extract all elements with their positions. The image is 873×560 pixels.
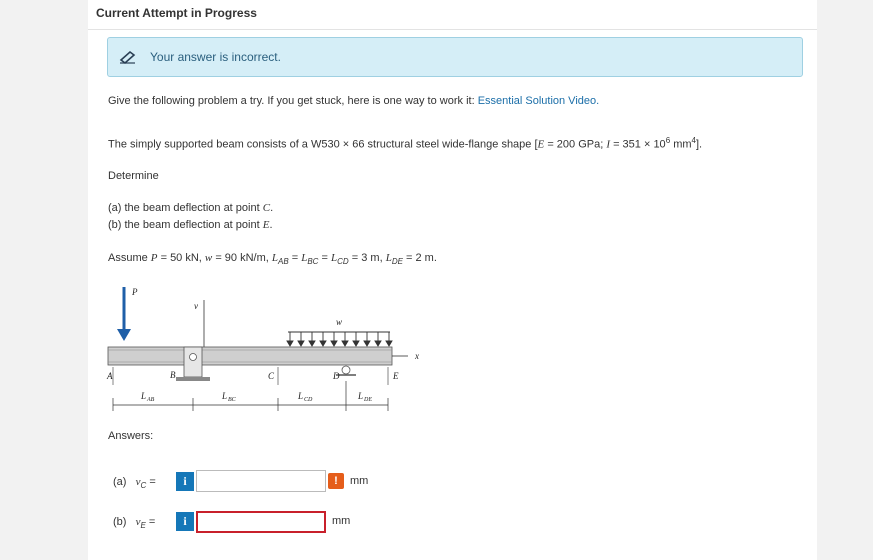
dim-label-ab [140, 391, 155, 403]
symbol-i: I [606, 138, 611, 151]
info-icon[interactable]: i [176, 472, 194, 491]
feedback-text: Your answer is incorrect. [150, 50, 281, 64]
determine-text: Determine [108, 170, 159, 182]
dimension-line [113, 381, 388, 411]
answer-subscript: E [140, 521, 146, 531]
equals-sign: = [146, 476, 156, 488]
point-label: E [262, 219, 270, 231]
answer-a-unit: mm [350, 475, 369, 487]
problem-statement [108, 136, 702, 151]
dim-letter: L [298, 391, 304, 401]
dim-subscript: CD [304, 397, 313, 403]
part-text: (b) the beam deflection at point [108, 219, 263, 231]
subscript: CD [337, 257, 349, 267]
symbol-l: L [271, 252, 278, 264]
statement-part: = 351 × 10 [610, 138, 666, 151]
assume-text: = [288, 252, 302, 264]
page-title: Current Attempt in Progress [96, 6, 257, 20]
solution-video-link[interactable]: Essential Solution Video. [477, 95, 600, 107]
label-e: E [393, 371, 399, 381]
point-label: C [262, 202, 271, 214]
dim-label-de [357, 391, 372, 403]
symbol-l: L [331, 252, 338, 264]
assumptions-line [108, 252, 437, 266]
equals-sign: = [145, 516, 156, 528]
label-d: D [333, 371, 340, 381]
statement-part: mm [670, 138, 692, 151]
label-b: B [170, 370, 176, 380]
symbol-p: P [150, 252, 158, 264]
pencil-icon [119, 50, 137, 64]
assume-text: Assume [108, 252, 151, 264]
symbol-l: L [301, 252, 308, 264]
distributed-load-arrows [287, 332, 392, 346]
load-p-arrowhead [117, 329, 131, 341]
label-c: C [268, 371, 275, 381]
part-letter: (a) [113, 476, 127, 488]
assume-text: = [318, 252, 332, 264]
dim-letter: L [141, 391, 147, 401]
answer-a-label [113, 476, 156, 490]
answer-b-label [113, 516, 155, 530]
answer-variable: v [135, 516, 141, 528]
assume-text: = 3 m, [348, 252, 386, 264]
label-a: A [107, 371, 113, 381]
answer-variable: v [135, 476, 141, 488]
answers-heading: Answers: [108, 430, 154, 442]
dim-letter: L [358, 391, 364, 401]
label-x: x [415, 351, 419, 361]
question-card [88, 0, 817, 560]
label-v: v [194, 301, 198, 311]
intro-line [108, 95, 599, 107]
symbol-w: w [204, 252, 213, 264]
part-text: . [270, 202, 274, 214]
dim-subscript: AB [147, 397, 155, 403]
label-w: w [336, 317, 343, 327]
answer-b-input[interactable] [196, 511, 326, 533]
part-letter: (b) [113, 516, 127, 528]
exponent: 4 [691, 136, 696, 145]
header-divider [88, 29, 817, 30]
answer-a-input[interactable] [196, 470, 326, 492]
statement-part: ]. [695, 138, 703, 151]
dim-subscript: BC [228, 397, 236, 403]
dim-subscript: DE [364, 397, 372, 403]
part-b-text [108, 219, 273, 231]
assume-text: = 2 m. [402, 252, 437, 264]
symbol-l: L [385, 252, 392, 264]
feedback-alert [107, 37, 803, 77]
symbol-e: E [537, 138, 545, 151]
answer-b-unit: mm [332, 515, 351, 527]
assume-text: = 50 kN, [157, 252, 205, 264]
warning-icon[interactable]: ! [328, 473, 344, 489]
info-icon[interactable]: i [176, 512, 194, 531]
answer-subscript: C [140, 481, 147, 491]
statement-part: = 200 GPa; [544, 138, 607, 151]
assume-text: = 90 kN/m, [212, 252, 272, 264]
dim-label-cd [297, 391, 313, 403]
exponent: 6 [665, 136, 671, 145]
statement-part: The simply supported beam consists of a W530 × 66 structural steel wide-flange shape [ [108, 138, 538, 151]
dim-letter: L [222, 391, 228, 401]
beam-diagram [108, 285, 438, 415]
part-text: (a) the beam deflection at point [108, 202, 263, 214]
subscript: AB [278, 257, 289, 267]
subscript: DE [391, 257, 403, 267]
intro-text: Give the following problem a try. If you get stuck, here is one way to work it: [108, 95, 478, 107]
dim-label-bc [221, 391, 237, 403]
subscript: BC [307, 257, 319, 267]
label-p: P [132, 287, 138, 297]
part-text: . [269, 219, 273, 231]
part-a-text [108, 202, 273, 214]
